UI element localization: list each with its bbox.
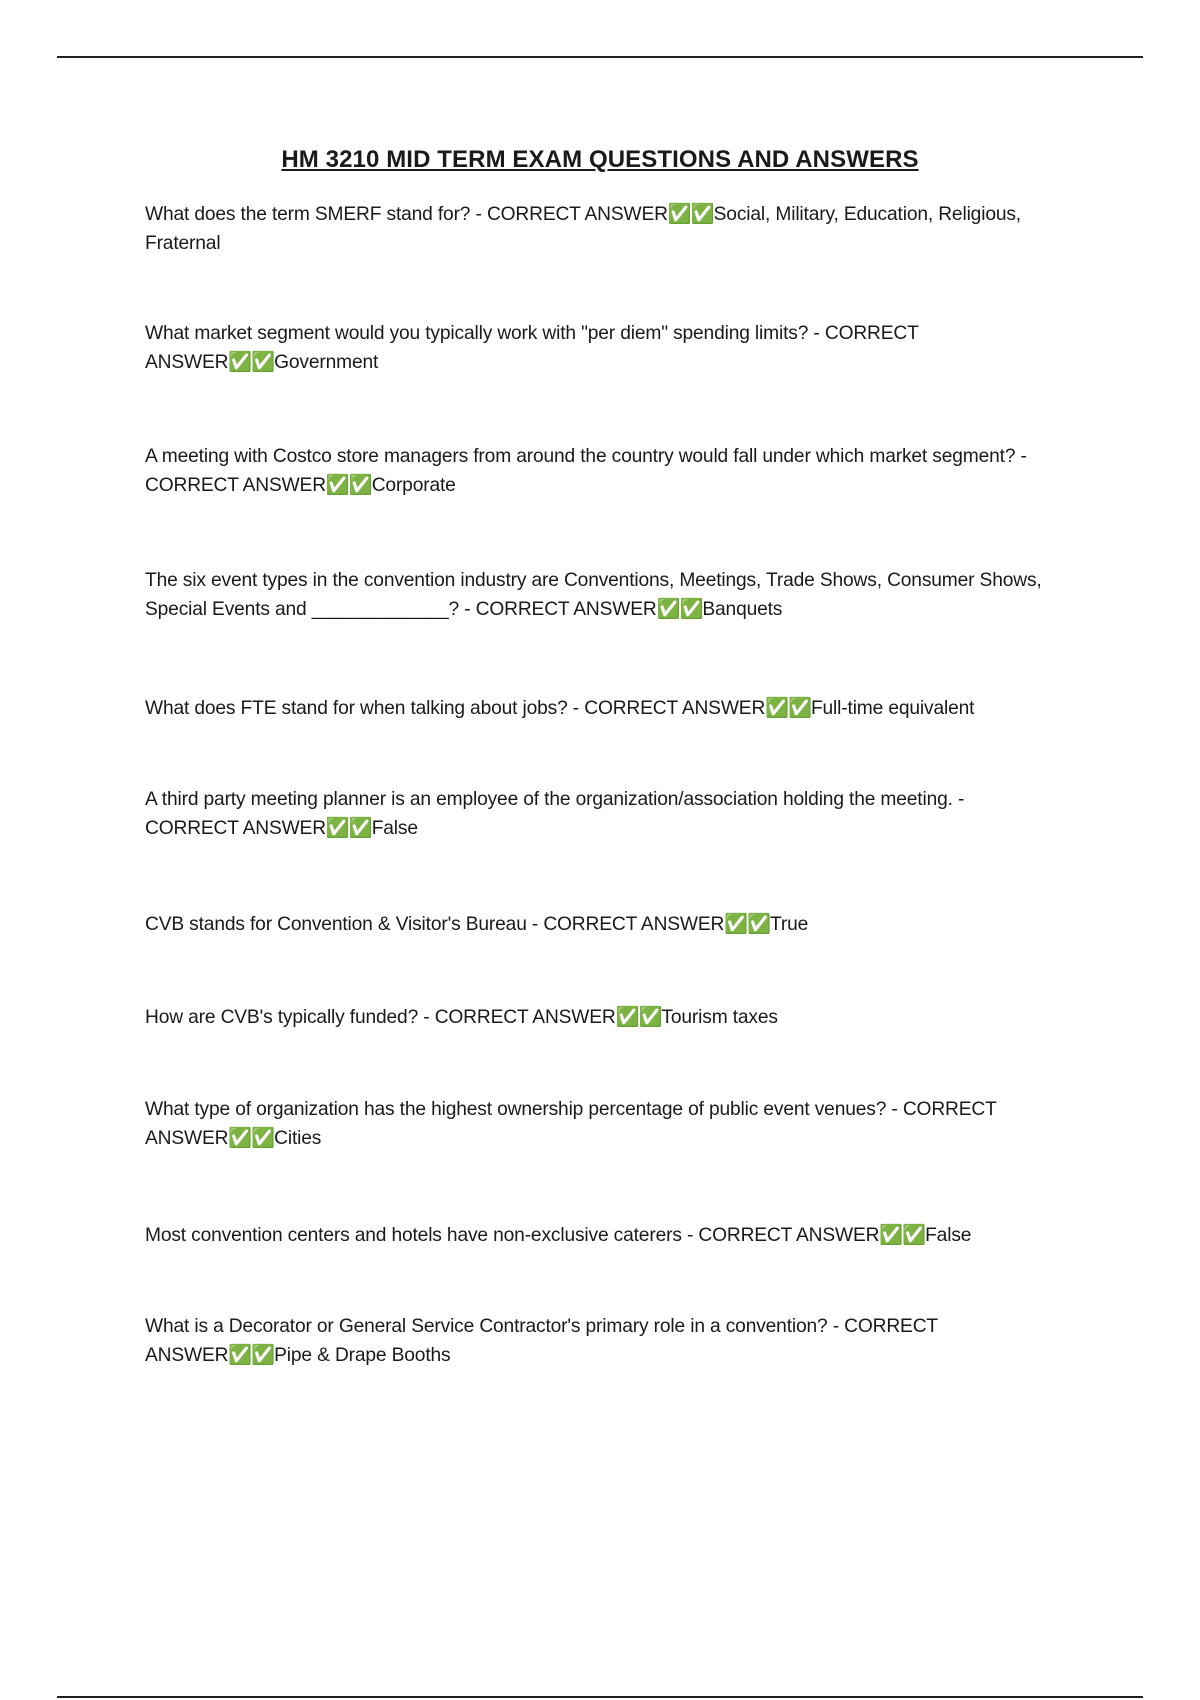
answer-marker: CORRECT ANSWER (145, 1316, 938, 1366)
answer-text: Government (274, 352, 379, 373)
answer-text: True (770, 914, 809, 935)
double-check-icon: ✅✅ (656, 599, 703, 620)
qa-item (145, 910, 1060, 939)
double-check-icon: ✅✅ (765, 698, 811, 719)
question-text: How are CVB's typically funded? - (145, 1007, 435, 1028)
document-title: HM 3210 MID TERM EXAM QUESTIONS AND ANSWERS (281, 146, 919, 173)
double-check-icon: ✅✅ (325, 818, 372, 839)
answer-text: Tourism taxes (661, 1007, 778, 1028)
answer-text: Corporate (371, 475, 456, 496)
double-check-icon: ✅✅ (667, 204, 714, 225)
question-text: What market segment would you typically work with "per diem" spending limits? - (145, 323, 825, 344)
double-check-icon: ✅✅ (325, 475, 372, 496)
question-text: What type of organization has the highest ownership percentage of public event venues? - (145, 1099, 903, 1120)
answer-marker: CORRECT ANSWER (145, 475, 326, 496)
bottom-divider (57, 1696, 1143, 1698)
answer-text: Banquets (702, 599, 783, 620)
qa-item (145, 442, 1060, 500)
qa-item (145, 566, 1060, 624)
qa-item (145, 785, 1060, 843)
question-text: Most convention centers and hotels have non-exclusive caterers - (145, 1225, 699, 1246)
answer-marker: CORRECT ANSWER (145, 1099, 997, 1149)
question-text: The six event types in the convention industry are Conventions, Meetings, Trade Shows, Consumer Shows, Special Events and _____________? - (145, 570, 1042, 620)
double-check-icon: ✅✅ (879, 1225, 926, 1246)
double-check-icon: ✅✅ (228, 1345, 275, 1366)
qa-item (145, 1003, 1060, 1032)
question-text: A meeting with Costco store managers from around the country would fall under which market segment? - (145, 446, 1027, 467)
question-text: A third party meeting planner is an employee of the organization/association holding the meeting. - (145, 789, 965, 810)
top-divider (57, 56, 1143, 58)
qa-item (145, 1095, 1060, 1153)
answer-marker: CORRECT ANSWER (434, 1007, 616, 1028)
double-check-icon: ✅✅ (615, 1007, 662, 1028)
answer-marker: CORRECT ANSWER (486, 204, 668, 225)
double-check-icon: ✅✅ (228, 1128, 275, 1149)
answer-marker: CORRECT ANSWER (145, 818, 326, 839)
qa-item (145, 200, 1060, 258)
answer-marker: CORRECT ANSWER (145, 323, 919, 373)
answer-marker: CORRECT ANSWER (475, 599, 657, 620)
answer-text: Social, Military, Education, Religious, Fraternal (145, 204, 1021, 254)
answer-marker: CORRECT ANSWER (698, 1225, 880, 1246)
question-text: What does the term SMERF stand for? - (145, 204, 487, 225)
question-text: What is a Decorator or General Service Contractor's primary role in a convention? - (145, 1316, 845, 1337)
double-check-icon: ✅✅ (724, 914, 771, 935)
qa-item (145, 694, 1060, 723)
answer-text: False (371, 818, 418, 839)
question-text: What does FTE stand for when talking about jobs? - (145, 698, 585, 719)
double-check-icon: ✅✅ (228, 352, 275, 373)
answer-marker: CORRECT ANSWER (584, 698, 766, 719)
answer-text: Full-time equivalent (810, 698, 975, 719)
answer-text: Cities (274, 1128, 322, 1149)
qa-item (145, 319, 1060, 377)
answer-text: Pipe & Drape Booths (274, 1345, 451, 1366)
answer-marker: CORRECT ANSWER (543, 914, 725, 935)
qa-item (145, 1312, 1060, 1370)
question-text: CVB stands for Convention & Visitor's Bureau - (145, 914, 544, 935)
qa-item (145, 1221, 1060, 1250)
answer-text: False (925, 1225, 972, 1246)
